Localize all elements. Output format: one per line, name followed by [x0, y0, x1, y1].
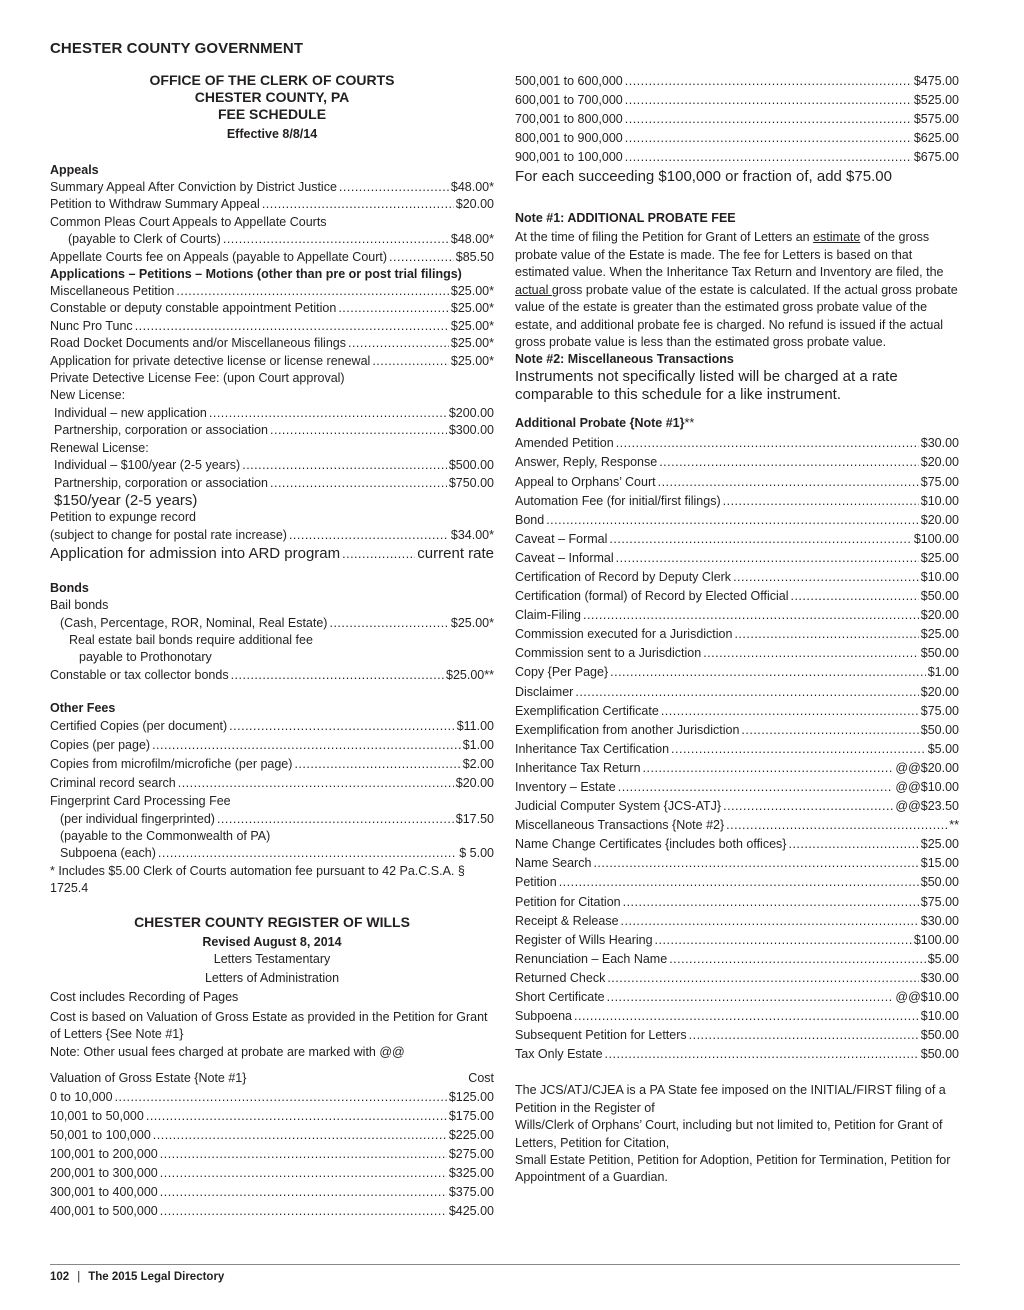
fee-value: $25.00* — [450, 353, 494, 368]
bonds-heading: Bonds — [50, 581, 89, 596]
note2-line-2: comparable to this schedule for a like instrument. — [515, 385, 841, 403]
fee-row — [50, 231, 494, 248]
fee-value: $34.00* — [450, 527, 494, 542]
fee-label: Disclaimer — [515, 684, 574, 699]
fee-label: Certification of Record by Deputy Clerk — [515, 569, 732, 584]
fee-label: Register of Wills Hearing — [515, 932, 653, 947]
fee-value: ** — [949, 818, 959, 833]
common-pleas-line: Common Pleas Court Appeals to Appellate Courts — [50, 214, 327, 229]
fee-label: Petition to Withdraw Summary Appeal — [50, 197, 260, 212]
fee-value: $25.00 — [920, 550, 959, 565]
fee-label: Constable or tax collector bonds — [50, 667, 229, 682]
cost-recording: Cost includes Recording of Pages — [50, 989, 239, 1004]
fee-label: Individual – $100/year (2-5 years) — [54, 458, 241, 473]
fee-value: $500.00 — [448, 458, 494, 473]
fee-value: $75.00 — [920, 894, 959, 909]
fee-row — [515, 893, 959, 912]
fee-value: $25.00* — [450, 615, 494, 630]
fee-row — [515, 492, 959, 511]
fee-value: $200.00 — [448, 405, 494, 420]
fee-row — [515, 129, 959, 148]
register-revised: Revised August 8, 2014 — [202, 934, 342, 949]
fee-label: Certified Copies (per document) — [50, 719, 228, 734]
fee-row — [50, 179, 494, 196]
fee-row — [50, 249, 494, 266]
fee-value: $30.00 — [920, 970, 959, 985]
fee-row — [515, 912, 959, 931]
fee-value: $25.00* — [450, 284, 494, 299]
fee-row — [50, 300, 494, 317]
fee-label: Petition for Citation — [515, 894, 621, 909]
note-usual: Note: Other usual fees charged at probate are marked with @@ — [50, 1044, 405, 1059]
fee-row — [50, 1183, 494, 1202]
fee-value: @@$10.00 — [895, 990, 959, 1005]
fee-row — [515, 434, 959, 453]
fee-label: (Cash, Percentage, ROR, Nominal, Real Estate) — [60, 615, 328, 630]
fee-label: Claim-Filing — [515, 608, 581, 623]
fee-label: 400,001 to 500,000 — [50, 1204, 158, 1219]
fee-label: (subject to change for postal rate increase) — [50, 527, 287, 542]
fee-value: $75.00 — [920, 703, 959, 718]
note1-text-c: gross probate value of the estate is calculated. If the actual gross probate value of the estate is greater than the estimated gross probate value of the estate, and additional probate fee is charged. No refund is issued if the actual gross probate value is less than the estimated gross probate value. — [515, 282, 958, 349]
fee-value: $1.00 — [462, 738, 494, 753]
fee-value: $125.00 — [448, 1089, 494, 1104]
fee-label: Application for private detective license or license renewal — [50, 353, 371, 368]
fee-value: $30.00 — [920, 436, 959, 451]
fee-label: 100,001 to 200,000 — [50, 1147, 158, 1162]
page-footer — [50, 1271, 224, 1283]
fee-row — [515, 473, 959, 492]
fee-value: $25.00 — [920, 627, 959, 642]
fee-value: $100.00 — [913, 531, 959, 546]
fee-row — [50, 667, 494, 684]
fee-row — [515, 1045, 959, 1064]
fee-label: 900,001 to 100,000 — [515, 150, 623, 165]
jcs-note-line-3: Small Estate Petition, Petition for Adoption, Petition for Termination, Petition for Appointment of a Guardian. — [515, 1153, 951, 1185]
fee-row — [515, 988, 959, 1007]
fee-row — [50, 283, 494, 300]
fee-label: Judicial Computer System {JCS-ATJ} — [515, 799, 722, 814]
jcs-note — [515, 1082, 959, 1186]
fee-label: Commission executed for a Jurisdiction — [515, 627, 733, 642]
fee-row — [515, 530, 959, 549]
fee-label: Application for admission into ARD program — [50, 545, 341, 563]
fee-row — [50, 544, 494, 564]
fee-row — [515, 110, 959, 129]
fee-row — [50, 736, 494, 755]
additional-probate-stars: ** — [684, 416, 695, 431]
fee-value: $5.00 — [927, 951, 959, 966]
fee-value: $20.00 — [455, 197, 494, 212]
additional-probate-heading — [515, 415, 959, 432]
fee-row — [515, 931, 959, 950]
fee-row — [515, 702, 959, 721]
fee-row — [50, 615, 494, 632]
renewal-note: $150/year (2-5 years) — [54, 491, 198, 509]
fee-value: $575.00 — [913, 112, 959, 127]
fee-value: $100.00 — [913, 932, 959, 947]
fee-label: Individual – new application — [54, 405, 207, 420]
fee-row — [515, 148, 959, 167]
valuation-header-label: Valuation of Gross Estate {Note #1} — [50, 1070, 247, 1085]
fee-value: $ 5.00 — [459, 846, 494, 861]
right-column — [515, 72, 959, 1187]
fee-label: Copies (per page) — [50, 738, 151, 753]
fee-label: Copies from microfilm/microfiche (per page) — [50, 757, 293, 772]
fee-row — [515, 759, 959, 778]
fee-row — [515, 816, 959, 835]
fee-label: Partnership, corporation or association — [54, 475, 269, 490]
fee-row — [515, 854, 959, 873]
fee-row — [50, 318, 494, 335]
fee-row — [50, 422, 494, 439]
fee-label: 200,001 to 300,000 — [50, 1166, 158, 1181]
effective-date: Effective 8/8/14 — [226, 127, 318, 141]
fee-label: 300,001 to 400,000 — [50, 1185, 158, 1200]
fee-label: Criminal record search — [50, 776, 176, 791]
fee-label: Petition — [515, 875, 557, 890]
office-title-line-1: OFFICE OF THE CLERK OF COURTS — [149, 72, 395, 88]
fee-row — [50, 1088, 494, 1107]
fee-label: Name Search — [515, 856, 592, 871]
fee-label: 50,001 to 100,000 — [50, 1128, 151, 1143]
fee-label: Inventory – Estate — [515, 780, 616, 794]
fee-value: $10.00 — [920, 569, 959, 584]
fee-label: Automation Fee (for initial/first filings) — [515, 493, 721, 508]
fee-label: Answer, Reply, Response — [515, 455, 658, 470]
valuation-continued-list — [515, 72, 959, 167]
fee-row — [515, 568, 959, 587]
fee-value: $75.00 — [920, 474, 959, 489]
fee-row — [515, 969, 959, 988]
fee-value: $15.00 — [920, 856, 959, 871]
valuation-header — [50, 1069, 494, 1088]
real-estate-note-line-1: Real estate bail bonds require additional fee — [69, 633, 313, 648]
fee-label: Short Certificate — [515, 990, 605, 1005]
fee-value: $17.50 — [455, 811, 494, 826]
footnote: * Includes $5.00 Clerk of Courts automation fee pursuant to 42 Pa.C.S.A. § 1725.4 — [50, 863, 465, 896]
fee-value: $5.00 — [927, 741, 959, 756]
footer-separator: | — [77, 1271, 81, 1283]
fee-label: Returned Check — [515, 970, 606, 985]
note2-line-1: Instruments not specifically listed will be charged at a rate — [515, 368, 898, 386]
fee-row — [515, 511, 959, 530]
probate-fee-list — [515, 434, 959, 1064]
new-license-line: New License: — [50, 388, 126, 403]
fee-value: $525.00 — [913, 93, 959, 108]
fee-label: Name Change Certificates {includes both offices} — [515, 837, 787, 852]
fee-value: $175.00 — [448, 1109, 494, 1123]
fee-value: $50.00 — [920, 875, 959, 890]
fee-value: $275.00 — [448, 1147, 494, 1162]
fee-row — [50, 196, 494, 213]
fee-value: $1.00 — [927, 665, 959, 680]
fee-row — [50, 1202, 494, 1221]
fee-label: Road Docket Documents and/or Miscellaneous filings — [50, 336, 346, 351]
page-header: CHESTER COUNTY GOVERNMENT — [50, 40, 304, 57]
fee-row — [50, 717, 494, 736]
fee-row — [515, 587, 959, 606]
fee-value: $20.00 — [455, 776, 494, 791]
fee-label: 10,001 to 50,000 — [50, 1109, 144, 1123]
expunge-line: Petition to expunge record — [50, 510, 196, 525]
fee-row — [515, 453, 959, 472]
fee-row — [515, 797, 959, 816]
fee-label: Miscellaneous Transactions {Note #2} — [515, 818, 725, 833]
fee-row — [515, 683, 959, 702]
fee-value: $675.00 — [913, 150, 959, 165]
fee-row — [50, 1145, 494, 1164]
fee-label: Inheritance Tax Certification — [515, 741, 670, 756]
fee-label: Exemplification from another Jurisdiction — [515, 722, 740, 737]
renewal-license-line: Renewal License: — [50, 440, 149, 455]
letters-administration: Letters of Administration — [204, 970, 340, 985]
fee-label: Certification (formal) of Record by Elected Official — [515, 589, 789, 604]
letters-testamentary: Letters Testamentary — [213, 951, 331, 966]
fee-label: 600,001 to 700,000 — [515, 93, 623, 108]
fee-value: $50.00 — [920, 722, 959, 737]
fee-value: $325.00 — [448, 1166, 494, 1181]
fee-value: $10.00 — [920, 493, 959, 508]
fee-row — [50, 527, 494, 544]
fee-value: $2.00 — [462, 757, 494, 772]
fee-row — [50, 457, 494, 474]
fee-value: $375.00 — [448, 1185, 494, 1200]
fee-value: $25.00* — [450, 318, 494, 333]
fee-value: $48.00* — [450, 232, 494, 247]
fee-row — [515, 950, 959, 969]
fee-row — [515, 72, 959, 91]
left-column — [50, 72, 494, 1222]
fee-label: Subpoena (each) — [60, 846, 156, 861]
fee-label: Miscellaneous Petition — [50, 284, 175, 299]
fee-label: (payable to Clerk of Courts) — [68, 232, 221, 247]
fee-value: $50.00 — [920, 646, 959, 661]
office-title-line-3: FEE SCHEDULE — [217, 106, 327, 122]
fee-row — [50, 475, 494, 492]
fee-value: $750.00 — [448, 475, 494, 490]
fee-row — [515, 1026, 959, 1045]
fee-value: @@$23.50 — [895, 799, 959, 814]
fee-label: Appellate Courts fee on Appeals (payable to Appellate Court) — [50, 249, 388, 264]
fee-label: 0 to 10,000 — [50, 1089, 113, 1104]
fee-label: 800,001 to 900,000 — [515, 131, 623, 146]
fee-row — [50, 774, 494, 793]
applications-heading: Applications – Petitions – Motions (other than pre or post trial filings) — [50, 267, 462, 282]
fee-value: $85.50 — [455, 249, 494, 264]
fee-row — [515, 778, 959, 797]
fee-label: Partnership, corporation or association — [54, 423, 269, 438]
fee-row — [50, 1107, 494, 1126]
footer-rule — [50, 1264, 960, 1265]
fee-value: $50.00 — [920, 1047, 959, 1062]
publication-name: The 2015 Legal Directory — [88, 1271, 225, 1283]
fee-row — [515, 663, 959, 682]
fee-value: $25.00* — [450, 336, 494, 351]
fee-label: Summary Appeal After Conviction by District Justice — [50, 180, 337, 194]
fee-value: $225.00 — [448, 1128, 494, 1143]
fee-label: Inheritance Tax Return — [515, 760, 641, 775]
note1-text-b: of the gross probate value of the Estate is made. The fee for Letters is based on that estimated value. When the Inheritance Tax Return and Inventory are filed, the — [515, 230, 944, 280]
jcs-note-line-1: The JCS/ATJ/CJEA is a PA State fee imposed on the INITIAL/FIRST filing of a Petition in the Register of — [515, 1083, 946, 1115]
cost-valuation: Cost is based on Valuation of Gross Estate as provided in the Petition for Grant of Letters {See Note #1} — [50, 1009, 488, 1042]
cost-header-label: Cost — [468, 1070, 494, 1085]
fee-value: $10.00 — [920, 1009, 959, 1024]
fee-row — [515, 721, 959, 740]
fee-value: $425.00 — [448, 1204, 494, 1219]
fee-label: Tax Only Estate — [515, 1047, 603, 1062]
fee-label: Copy {Per Page} — [515, 665, 609, 680]
fee-row — [50, 405, 494, 422]
fee-value: $20.00 — [920, 608, 959, 623]
fee-label: Receipt & Release — [515, 913, 619, 928]
fee-value: $25.00* — [450, 301, 494, 316]
fee-value: $25.00 — [920, 837, 959, 852]
fee-row — [50, 755, 494, 774]
fee-label: Constable or deputy constable appointment Petition — [50, 301, 337, 316]
note1-text-a: At the time of filing the Petition for Grant of Letters an — [515, 230, 814, 245]
real-estate-note-line-2: payable to Prothonotary — [79, 650, 212, 665]
fee-row — [50, 353, 494, 370]
fee-value: $30.00 — [920, 913, 959, 928]
fee-value: $20.00 — [920, 684, 959, 699]
valuation-list — [50, 1088, 494, 1222]
fee-row — [515, 644, 959, 663]
fingerprint-line: Fingerprint Card Processing Fee — [50, 794, 231, 809]
fee-row — [515, 835, 959, 854]
appeals-heading: Appeals — [50, 163, 99, 177]
fee-label: 700,001 to 800,000 — [515, 112, 623, 127]
fee-value: $475.00 — [913, 74, 959, 88]
fee-row — [515, 549, 959, 568]
fee-label: Appeal to Orphans’ Court — [515, 474, 656, 489]
fingerprint-payable-line: (payable to the Commonwealth of PA) — [60, 829, 271, 844]
fee-row — [515, 625, 959, 644]
fee-row — [515, 606, 959, 625]
fee-row — [515, 873, 959, 892]
fee-row — [515, 740, 959, 759]
fee-label: 500,001 to 600,000 — [515, 74, 623, 88]
note1-heading: Note #1: ADDITIONAL PROBATE FEE — [515, 211, 736, 226]
fee-value: current rate — [417, 545, 494, 563]
office-title — [50, 72, 494, 123]
fee-row — [50, 1164, 494, 1183]
fee-value: $25.00** — [446, 667, 494, 682]
fee-row — [50, 1126, 494, 1145]
fee-label: (per individual fingerprinted) — [60, 811, 215, 826]
jcs-note-line-2: Wills/Clerk of Orphans’ Court, including but not limited to, Petition for Grant of Letters, Petition for Citation, — [515, 1118, 943, 1150]
fee-label: Subsequent Petition for Letters — [515, 1028, 687, 1043]
fee-label: Commission sent to a Jurisdiction — [515, 646, 702, 661]
fee-label: Exemplification Certificate — [515, 703, 659, 718]
fee-row — [50, 811, 494, 828]
note1-actual: actual — [515, 282, 552, 297]
fee-row — [50, 335, 494, 352]
fee-label: Renunciation – Each Name — [515, 951, 668, 966]
page-number: 102 — [50, 1271, 70, 1283]
additional-probate-title: Additional Probate {Note #1} — [515, 416, 685, 431]
fee-value: $300.00 — [448, 423, 494, 438]
fee-label: Caveat – Informal — [515, 550, 614, 565]
fee-row — [515, 1007, 959, 1026]
note1-paragraph — [515, 229, 959, 351]
fee-value: @@$20.00 — [895, 760, 959, 775]
fee-value: $11.00 — [456, 719, 494, 734]
other-fees-heading: Other Fees — [50, 701, 116, 716]
fee-row — [515, 91, 959, 110]
fee-value: @@$10.00 — [895, 780, 959, 794]
fee-label: Subpoena — [515, 1009, 573, 1024]
fee-value: $48.00* — [450, 180, 494, 194]
fee-label: Bond — [515, 512, 545, 527]
fee-label: Nunc Pro Tunc — [50, 318, 133, 333]
fee-value: $625.00 — [913, 131, 959, 146]
fee-value: $20.00 — [920, 512, 959, 527]
office-title-line-2: CHESTER COUNTY, PA — [194, 89, 350, 105]
bail-bonds-line: Bail bonds — [50, 598, 109, 613]
register-title: CHESTER COUNTY REGISTER OF WILLS — [134, 913, 410, 930]
fee-row — [50, 845, 494, 862]
fee-value: $50.00 — [920, 589, 959, 604]
fee-value: $20.00 — [920, 455, 959, 470]
succeeding-note: For each succeeding $100,000 or fraction of, add $75.00 — [515, 168, 892, 186]
fee-label: Amended Petition — [515, 436, 614, 451]
private-detective-line: Private Detective License Fee: (upon Court approval) — [50, 371, 345, 386]
note1-estimate: estimate — [813, 230, 861, 245]
note2-heading: Note #2: Miscellaneous Transactions — [515, 352, 734, 367]
fee-value: $50.00 — [920, 1028, 959, 1043]
fee-label: Caveat – Formal — [515, 531, 608, 546]
